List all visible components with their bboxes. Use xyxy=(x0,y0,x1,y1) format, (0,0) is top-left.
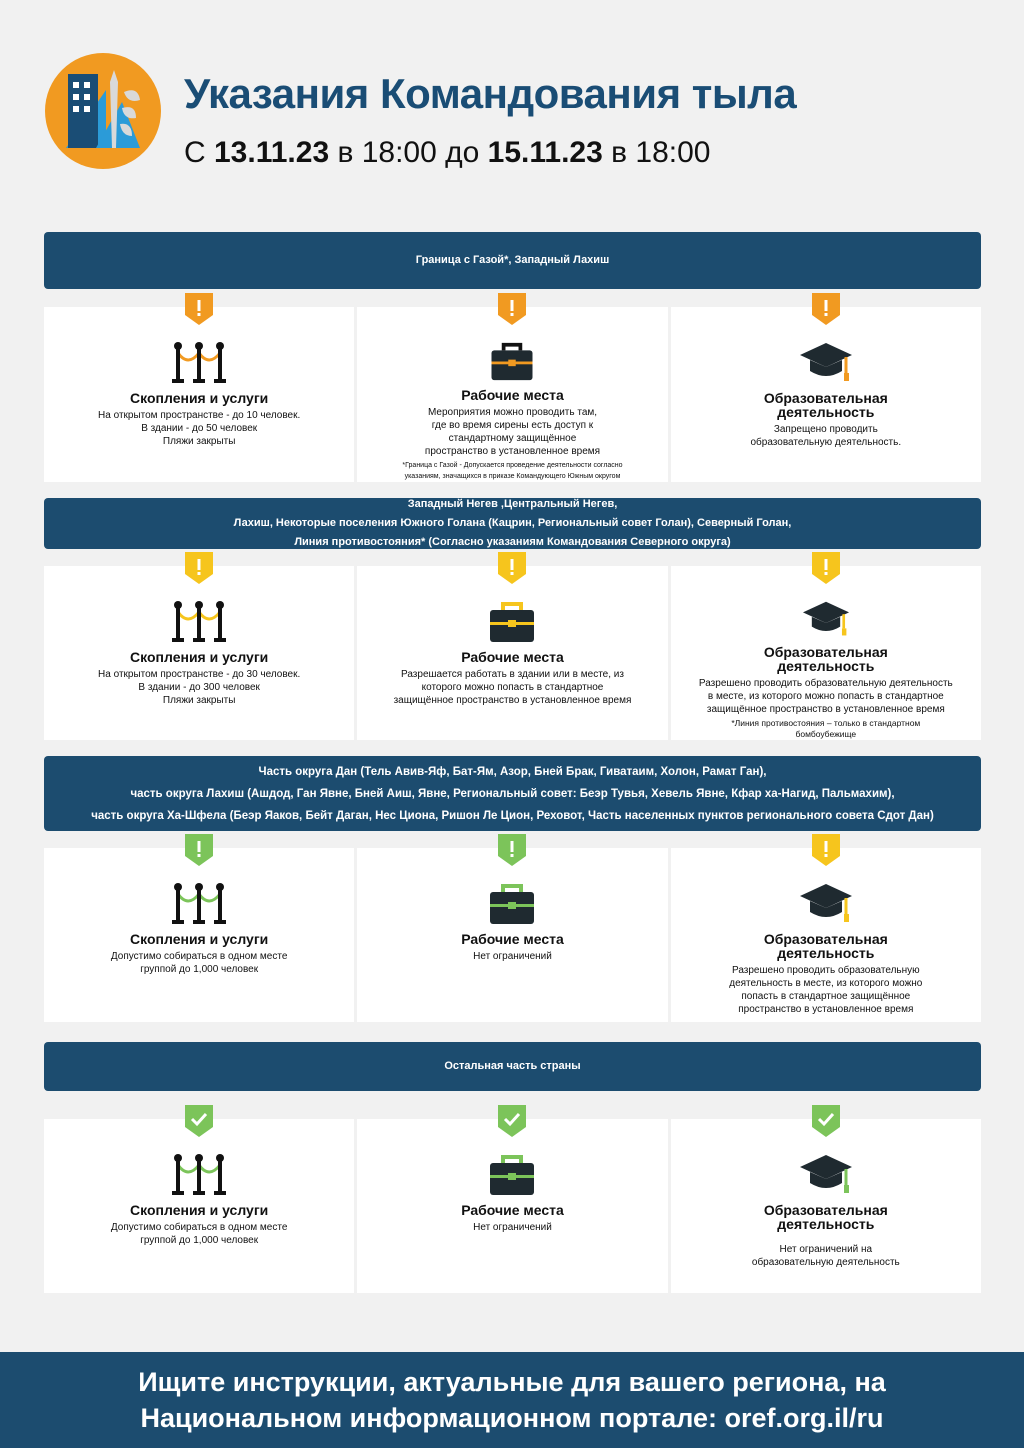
warning-orange-icon xyxy=(185,293,213,325)
warning-yellow-icon xyxy=(498,552,526,584)
section-row-rest xyxy=(44,1119,981,1293)
region-banner-rest: Остальная часть страны xyxy=(44,1042,981,1091)
card-title: Образовательная xyxy=(763,1202,888,1218)
card-desc: Нет ограничений xyxy=(473,1222,552,1233)
graduation-cap-icon xyxy=(798,341,854,385)
briefcase-icon xyxy=(484,1153,540,1197)
warning-orange-icon xyxy=(498,293,526,325)
card-desc: Допустимо собираться в одном месте группой до 1,000 человек xyxy=(110,1222,288,1246)
briefcase-icon xyxy=(484,600,540,644)
workplaces-card xyxy=(357,566,667,740)
card-desc: Допустимо собираться в одном месте группой до 1,000 человек xyxy=(110,951,288,975)
card-desc: Разрешено проводить образовательную деятельность в месте, из которого можно попасть в стандартное защищённое пространство в установленное время xyxy=(729,965,923,1015)
stanchions-icon xyxy=(171,341,227,385)
check-green-icon xyxy=(185,1105,213,1137)
region-banner-dan: Часть округа Дан (Тель Авив-Яф, Бат-Ям, Азор, Бней Брак, Гиватаим, Холон, Рамат Ган), часть округа Лахиш (Ашдод, Ган Явне, Бней Аиш, Явне, Региональный совет: Беэр Тувья, Хевель Явне, Кфар ха-Нагид, Пальмахим), часть округа Ха-Шфела (Беэр Яаков, Бейт Даган, Нес Циона, Ришон Ле Цион, Реховот, Часть населенных пунктов регионального совета Сдот Дан) xyxy=(44,756,981,831)
card-title-line2: деятельность xyxy=(777,658,875,674)
education-card xyxy=(671,1119,981,1293)
card-desc: Запрещено проводить образовательную деятельность. xyxy=(750,424,902,448)
briefcase-icon xyxy=(484,341,540,382)
card-desc: На открытом пространстве - до 30 человек. В здании - до 300 человек Пляжи закрыты xyxy=(98,669,301,706)
warning-green-icon xyxy=(185,834,213,866)
card-title: Скопления и услуги xyxy=(130,390,269,406)
card-desc: Нет ограничений на образовательную деятельность xyxy=(751,1244,900,1268)
check-green-icon xyxy=(498,1105,526,1137)
workplaces-card xyxy=(357,848,667,1022)
briefcase-icon xyxy=(484,882,540,926)
card-desc: Мероприятия можно проводить там, где во время сирены есть доступ к стандартному защищённое пространство в установленное время xyxy=(424,407,601,457)
card-title: Скопления и услуги xyxy=(130,649,269,665)
gatherings-card xyxy=(44,848,354,1022)
workplaces-card xyxy=(357,307,667,482)
card-desc: Разрешено проводить образовательную деятельность в месте, из которого можно попасть в стандартное защищённое пространство в установленное время xyxy=(698,678,953,715)
footer-banner xyxy=(0,1352,1024,1448)
card-desc: Разрешается работать в здании или в месте, из которого можно попасть в стандартное защищённое пространство в установленное время xyxy=(393,669,632,706)
date-from: 13.11.23 xyxy=(214,136,330,169)
page-title: Указания Командования тыла xyxy=(184,70,797,117)
card-title: Рабочие места xyxy=(461,931,564,947)
card-title: Образовательная xyxy=(763,644,888,660)
card-title: Рабочие места xyxy=(461,649,564,665)
graduation-cap-icon xyxy=(798,600,854,639)
warning-yellow-icon xyxy=(812,834,840,866)
card-title-line2: деятельность xyxy=(777,1216,875,1232)
card-title: Рабочие места xyxy=(461,1202,564,1218)
card-title: Рабочие места xyxy=(461,387,564,403)
check-green-icon xyxy=(812,1105,840,1137)
section-row-dan xyxy=(44,848,981,1022)
section-row-gaza xyxy=(44,307,981,482)
stanchions-icon xyxy=(171,600,227,644)
education-card xyxy=(671,848,981,1022)
card-note: *Граница с Газой - Допускается проведение деятельности согласно указаниям, значащихся в приказе Командующего Южным округом xyxy=(402,462,623,480)
gatherings-card xyxy=(44,1119,354,1293)
region-banner-negev: Западный Негев ,Центральный Негев, Лахиш, Некоторые поселения Южного Голана (Кацрин, Региональный совет Голан), Северный Голан, Линия противостояния* (Согласно указаниям Командования Северного округа) xyxy=(44,498,981,549)
date-range: С 13.11.23 в 18:00 до 15.11.23 в 18:00 xyxy=(184,136,711,169)
warning-green-icon xyxy=(498,834,526,866)
region-banner-gaza: Граница с Газой*, Западный Лахиш xyxy=(44,232,981,289)
gatherings-card xyxy=(44,566,354,740)
header xyxy=(44,52,984,172)
card-desc: Нет ограничений xyxy=(473,951,552,962)
warning-yellow-icon xyxy=(185,552,213,584)
stanchions-icon xyxy=(171,1153,227,1197)
date-to: 15.11.23 xyxy=(487,136,603,169)
card-desc: На открытом пространстве - до 10 человек. В здании - до 50 человек Пляжи закрыты xyxy=(98,410,301,447)
card-title: Образовательная xyxy=(763,390,888,406)
education-card xyxy=(671,566,981,740)
education-card xyxy=(671,307,981,482)
stanchions-icon xyxy=(171,882,227,926)
section-row-negev xyxy=(44,566,981,740)
card-title: Образовательная xyxy=(763,931,888,947)
warning-orange-icon xyxy=(812,293,840,325)
card-title: Скопления и услуги xyxy=(130,931,269,947)
card-title: Скопления и услуги xyxy=(130,1202,269,1218)
graduation-cap-icon xyxy=(798,1153,854,1197)
card-title-line2: деятельность xyxy=(777,945,875,961)
footer-portal-link[interactable]: Национальном информационном портале: oref.org.il/ru xyxy=(140,1403,884,1433)
home-front-command-logo-icon xyxy=(44,52,162,170)
card-title-line2: деятельность xyxy=(777,404,875,420)
card-note: *Линия противостояния – только в стандартном бомбоубежище xyxy=(731,718,921,739)
footer-line-1: Ищите инструкции, актуальные для вашего региона, на xyxy=(138,1367,886,1397)
graduation-cap-icon xyxy=(798,882,854,926)
workplaces-card xyxy=(357,1119,667,1293)
warning-yellow-icon xyxy=(812,552,840,584)
gatherings-card xyxy=(44,307,354,482)
